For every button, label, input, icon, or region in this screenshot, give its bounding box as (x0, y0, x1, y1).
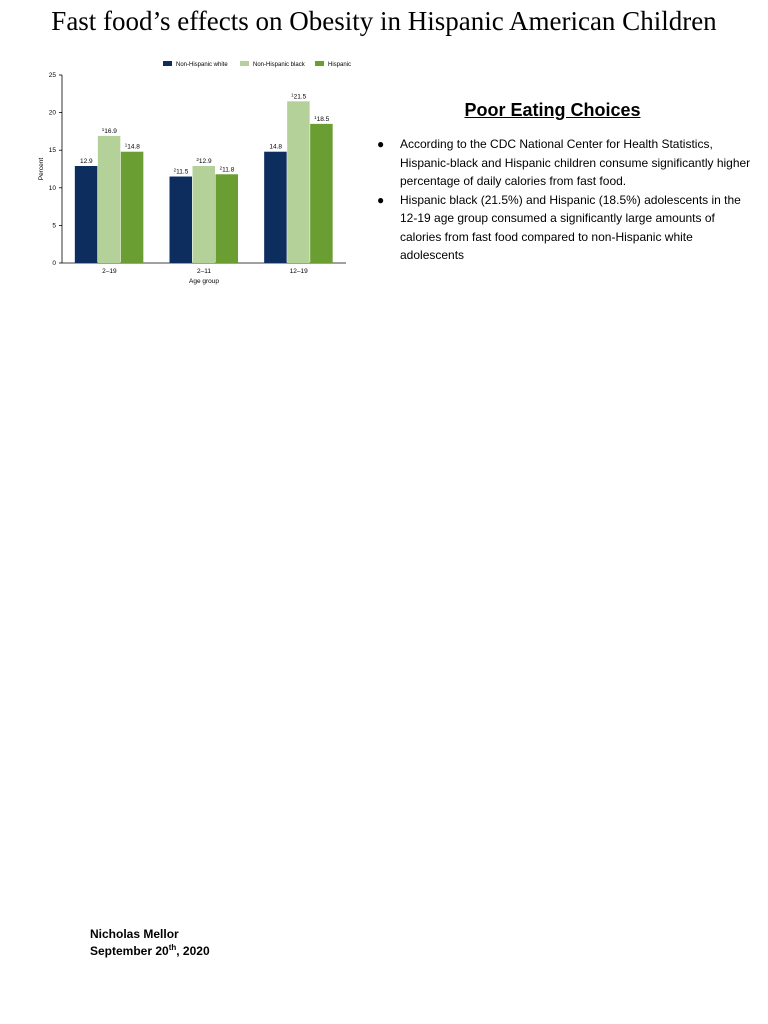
x-axis-label: Age group (189, 278, 219, 285)
bar (264, 152, 287, 263)
bar-value-label (291, 92, 307, 100)
fast-food-calories-chart (30, 52, 360, 297)
legend-label: Non-Hispanic white (176, 62, 228, 68)
y-tick-label: 25 (48, 72, 56, 79)
bullet-text: Hispanic black (21.5%) and Hispanic (18.5%) adolescents in the 12-19 age group consumed a significantly large amounts of calories from fast food compared to non-Hispanic white adolescents (400, 192, 741, 262)
bar (75, 166, 98, 263)
bar-value-label (125, 143, 141, 151)
y-tick-label: 20 (48, 109, 56, 117)
bullet-list (376, 135, 756, 265)
author-footer (90, 926, 210, 960)
bullet-icon: ● (377, 137, 385, 151)
bar-value: 11.5 (176, 168, 189, 176)
bar-value: 12.9 (198, 157, 212, 165)
x-tick-label: 2–11 (197, 268, 211, 275)
legend-swatch (315, 61, 324, 66)
bar (310, 124, 333, 263)
bar (121, 152, 144, 263)
x-tick-label: 2–19 (102, 268, 117, 275)
bar (216, 174, 239, 263)
legend-label: Hispanic (328, 62, 352, 68)
bar (98, 136, 121, 263)
bar-value: 21.5 (293, 93, 307, 101)
x-tick-label: 12–19 (289, 268, 308, 275)
author-date (90, 943, 210, 960)
bar-value-label (314, 115, 330, 123)
bar-value: 11.8 (222, 166, 235, 174)
bullet-item (376, 135, 756, 191)
bullet-text: According to the CDC National Center for Health Statistics, Hispanic-black and Hispanic children consume significantly higher percentage of daily calories from fast food. (400, 137, 751, 188)
bar-marker: 2 (173, 167, 177, 173)
bullet-icon: ● (377, 192, 385, 207)
bar-value: 16.9 (104, 127, 117, 135)
section-heading: Poor Eating Choices (464, 100, 641, 120)
bar-value-label: 12.9 (80, 157, 93, 165)
bar-value: 14.8 (127, 143, 140, 151)
date-prefix: September 20 (90, 944, 169, 958)
bar-value-label: 14.8 (269, 143, 282, 151)
bar-value-label (102, 127, 118, 135)
bar-value-label (174, 168, 189, 176)
bar-marker: 2 (219, 165, 223, 171)
legend-swatch (240, 61, 249, 66)
bar-marker: 2 (196, 156, 199, 162)
y-tick-label: 10 (48, 184, 56, 192)
bar-marker: 1 (101, 126, 105, 132)
legend-label: Non-Hispanic black (253, 62, 305, 68)
bar-marker: 1 (291, 92, 294, 98)
bar (170, 177, 193, 263)
bar (287, 101, 310, 263)
y-tick-label: 0 (52, 260, 56, 267)
author-name: Nicholas Mellor (90, 927, 179, 941)
bar-value-label (220, 165, 235, 173)
y-tick-label: 5 (52, 222, 56, 230)
date-suffix: th (168, 943, 177, 952)
bar-marker: 1 (124, 142, 128, 148)
y-tick-label: 15 (48, 147, 56, 155)
page-title: Fast food’s effects on Obesity in Hispanic American Children (51, 6, 717, 36)
bar-value: 18.5 (316, 115, 330, 123)
bar-marker: 1 (314, 114, 317, 120)
bar-chart-svg (30, 52, 360, 297)
bullet-item (376, 191, 756, 265)
bar (193, 166, 216, 263)
y-axis-label: Percent (38, 157, 45, 181)
bar-value-label (196, 157, 212, 165)
legend-swatch (163, 61, 172, 66)
date-rest: , 2020 (176, 944, 210, 958)
